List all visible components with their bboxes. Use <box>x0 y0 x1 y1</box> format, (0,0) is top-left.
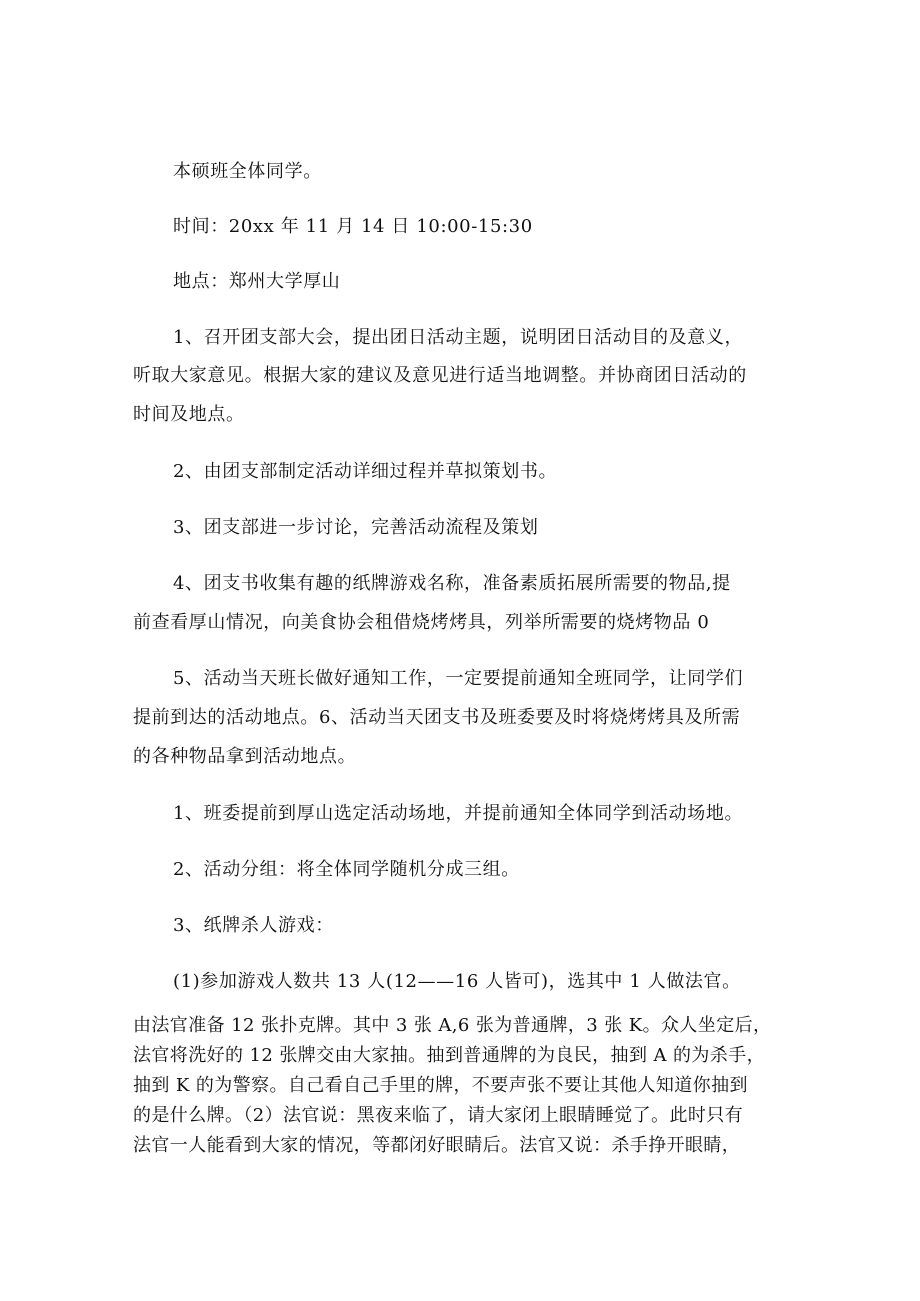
game-rules-line-1: 由法官准备 12 张扑克牌。其中 3 张 A,6 张为普通牌，3 张 K。众人坐定后， <box>133 1015 772 1036</box>
recipients-line: 本硕班全体同学。 <box>173 161 322 182</box>
prep-step-1-line-3: 时间及地点。 <box>133 404 245 425</box>
prep-step-5-line-3: 的各种物品拿到活动地点。 <box>133 746 357 767</box>
game-rules-line-3: 抽到 K 的为警察。自己看自己手里的牌，不要声张不要让其他人知道你抽到 <box>133 1075 748 1096</box>
activity-step-2: 2、活动分组：将全体同学随机分成三组。 <box>173 859 520 880</box>
game-rules-line-2: 法官将洗好的 12 张牌交由大家抽。抽到普通牌的为良民，抽到 A 的为杀手， <box>133 1045 765 1066</box>
game-rules-line-5: 法官一人能看到大家的情况，等都闭好眼睛后。法官又说：杀手挣开眼睛， <box>133 1135 741 1156</box>
prep-step-2: 2、由团支部制定活动详细过程并草拟策划书。 <box>173 461 558 482</box>
time-line: 时间：20xx 年 11 月 14 日 10:00-15:30 <box>173 216 533 237</box>
prep-step-1-line-2: 听取大家意见。根据大家的建议及意见进行适当地调整。并协商团日活动的 <box>133 365 747 386</box>
prep-step-4-line-1: 4、团支书收集有趣的纸牌游戏名称，准备素质拓展所需要的物品,提 <box>173 573 731 594</box>
activity-step-3: 3、纸牌杀人游戏： <box>173 915 334 936</box>
activity-step-1: 1、班委提前到厚山选定活动场地，并提前通知全体同学到活动场地。 <box>173 803 744 824</box>
game-rule-1: (1)参加游戏人数共 13 人(12——16 人皆可)，选其中 1 人做法官。 <box>173 971 741 992</box>
prep-step-1-line-1: 1、召开团支部大会，提出团日活动主题，说明团日活动目的及意义， <box>173 327 744 348</box>
location-line: 地点：郑州大学厚山 <box>173 271 341 292</box>
prep-step-3: 3、团支部进一步讨论，完善活动流程及策划 <box>173 517 539 538</box>
prep-step-4-line-2: 前查看厚山情况，向美食协会租借烧烤烤具，列举所需要的烧烤物品 0 <box>133 612 710 633</box>
prep-step-5-line-2: 提前到达的活动地点。6、活动当天团支书及班委要及时将烧烤烤具及所需 <box>133 707 741 728</box>
game-rules-line-4: 的是什么牌。（2）法官说：黑夜来临了，请大家闭上眼睛睡觉了。此时只有 <box>133 1105 744 1126</box>
prep-step-5-line-1: 5、活动当天班长做好通知工作，一定要提前通知全班同学，让同学们 <box>173 668 744 689</box>
